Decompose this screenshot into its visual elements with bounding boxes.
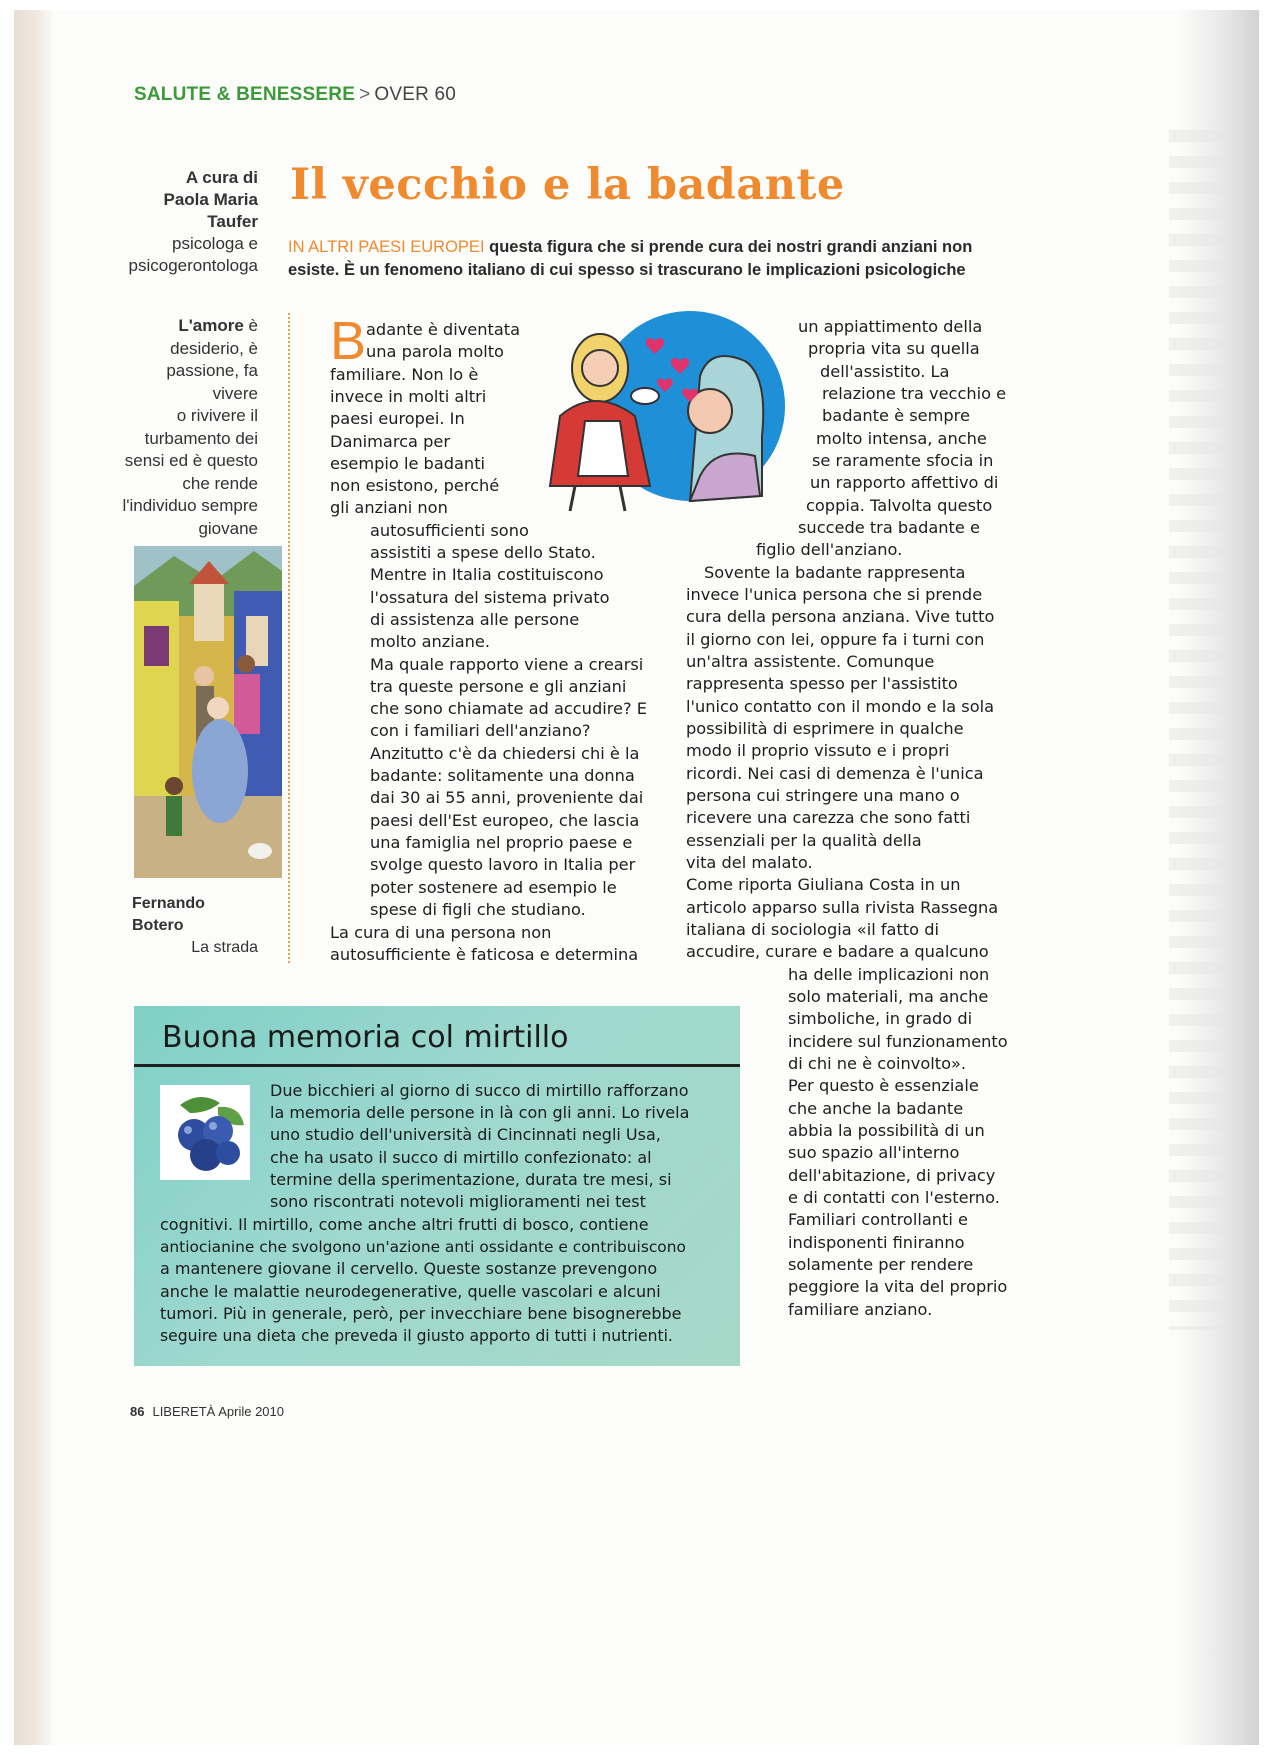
column-line: molto anziane.	[370, 632, 491, 651]
column-line: coppia. Talvolta questo	[806, 496, 993, 515]
dotted-divider	[288, 313, 290, 963]
column-line: spese di figli che studiano.	[370, 900, 586, 919]
column-line: se raramente sfocia in	[812, 451, 994, 470]
byline	[122, 167, 258, 277]
column-line: Danimarca per	[330, 432, 450, 451]
breadcrumb-separator: >	[359, 84, 371, 105]
column-line: Come riporta Giuliana Costa in un	[686, 875, 961, 894]
column-line: ricevere una carezza che sono fatti	[686, 808, 971, 827]
page-footer	[130, 1404, 284, 1419]
sidebar-title: Buona memoria col mirtillo	[162, 1020, 569, 1055]
sidebar-line: a mantenere giovane il cervello. Queste sostanze prevengono	[160, 1259, 658, 1278]
sidebar-line: seguire una dieta che preveda il giusto apporto di tutti i nutrienti.	[160, 1327, 673, 1345]
subsection-name: OVER 60	[374, 84, 457, 105]
column-line: peggiore la vita del proprio	[788, 1277, 1008, 1296]
column-line: una famiglia nel proprio paese e	[370, 833, 633, 852]
column-line: un appiattimento della	[798, 317, 983, 336]
deck-text: questa figura che si prende cura dei nostri grandi anziani non	[489, 238, 973, 256]
column-line: rappresenta spesso per l'assistito	[686, 674, 958, 693]
column-line: modo il proprio vissuto e i propri	[686, 741, 950, 760]
column-line: Familiari controllanti e	[788, 1210, 968, 1229]
pull-quote	[122, 315, 258, 540]
publication-info: LIBERETÀ Aprile 2010	[152, 1404, 284, 1419]
image-caption	[132, 893, 258, 959]
pull-quote-line: desiderio, è	[170, 338, 258, 358]
column-line: Mentre in Italia costituiscono	[370, 565, 604, 584]
author-surname: Taufer	[207, 212, 258, 231]
pull-quote-line: passione, fa vivere	[166, 361, 258, 403]
section-header	[134, 84, 456, 106]
article-title: Il vecchio e la badante	[290, 160, 845, 210]
page-shadow	[1179, 10, 1259, 1745]
column-line: abbia la possibilità di un	[788, 1121, 985, 1140]
drop-cap: B	[330, 311, 367, 371]
column-line: dell'abitazione, di privacy	[788, 1166, 996, 1185]
column-line: cura della persona anziana. Vive tutto	[686, 607, 995, 626]
caption-artist: Fernando Botero	[132, 895, 205, 934]
column-line: Anzitutto c'è da chiedersi chi è la	[370, 744, 640, 763]
column-line: badante è sempre	[822, 406, 970, 425]
author-role: psicologa e	[171, 234, 258, 253]
column-line: con i familiari dell'anziano?	[370, 721, 591, 740]
pull-quote-line: che rende	[182, 473, 258, 493]
column-line: paesi europei. In	[330, 409, 465, 428]
column-line: solamente per rendere	[788, 1255, 974, 1274]
column-line: che anche la badante	[788, 1099, 964, 1118]
deck-text: esiste. È un fenomeno italiano di cui spesso si trascurano le implicazioni psicologiche	[288, 261, 966, 279]
column-line: molto intensa, anche	[816, 429, 987, 448]
column-line: un'altra assistente. Comunque	[686, 652, 935, 671]
byline-line: A cura di	[185, 168, 258, 187]
column-line: ha delle implicazioni non	[788, 965, 990, 984]
column-line: vita del malato.	[686, 853, 813, 872]
column-line: succede tra badante e	[798, 518, 980, 537]
column-line: propria vita su quella	[808, 339, 980, 358]
column-line: di assistenza alle persone	[370, 610, 580, 629]
column-line: Ma quale rapporto viene a crearsi	[370, 655, 644, 674]
column-line: possibilità di esprimere in qualche	[686, 719, 964, 738]
pull-quote-line: è	[248, 316, 258, 335]
column-line: e di contatti con l'esterno.	[788, 1188, 1000, 1207]
column-line: dai 30 ai 55 anni, proveniente dai	[370, 788, 644, 807]
pull-quote-line: giovane	[198, 518, 258, 538]
pull-quote-line: l'individuo sempre	[122, 496, 258, 515]
sidebar-line: uno studio dell'università di Cincinnati negli Usa,	[270, 1125, 661, 1144]
deck-keyword: IN ALTRI PAESI EUROPEI	[288, 238, 485, 256]
sidebar-line: termine della sperimentazione, durata tre mesi, si	[270, 1170, 672, 1189]
sidebar-line: anche le malattie neurodegenerative, quelle vascolari e alcuni	[160, 1282, 661, 1301]
sidebar-line: Due bicchieri al giorno di succo di mirtillo rafforzano	[270, 1081, 689, 1100]
column-line: svolge questo lavoro in Italia per	[370, 855, 636, 874]
section-name: SALUTE & BENESSERE	[134, 84, 356, 105]
column-line: paesi dell'Est europeo, che lascia	[370, 811, 640, 830]
column-line: essenziali per la qualità della	[686, 831, 922, 850]
column-line: assistiti a spese dello Stato.	[370, 543, 596, 562]
column-line: invece in molti altri	[330, 387, 487, 406]
column-line: suo spazio all'interno	[788, 1143, 960, 1162]
column-line: Per questo è essenziale	[788, 1076, 979, 1095]
sidebar-line: tumori. Più in generale, però, per invecchiare bene bisognerebbe	[160, 1304, 682, 1323]
sidebar-line: sono riscontrati notevoli miglioramenti nei test	[270, 1192, 646, 1211]
sidebar-rule	[134, 1064, 740, 1067]
blueberry-icon	[160, 1085, 250, 1180]
column-line: l'unico contatto con il mondo e la sola	[686, 697, 995, 716]
column-line: un rapporto affettivo di	[810, 473, 999, 492]
badante-cartoon-illustration	[540, 306, 790, 516]
column-line: indisponenti finiranno	[788, 1233, 965, 1252]
column-line: invece l'unica persona che si prende	[686, 585, 983, 604]
column-line: familiare anziano.	[788, 1300, 933, 1319]
column-line: il giorno con lei, oppure fa i turni con	[686, 630, 985, 649]
pull-quote-lead: L'amore	[178, 316, 244, 335]
column-line: figlio dell'anziano.	[756, 540, 903, 559]
column-line: italiana di sociologia «il fatto di	[686, 920, 939, 939]
column-line: badante: solitamente una donna	[370, 766, 635, 785]
pull-quote-line: sensi ed è questo	[124, 451, 258, 470]
column-line: adante è diventata	[366, 320, 521, 339]
botero-painting-image	[134, 546, 282, 878]
column-line: familiare. Non lo è	[330, 365, 479, 384]
column-line: non esistono, perché	[330, 476, 500, 495]
column-line: incidere sul funzionamento	[788, 1032, 1008, 1051]
sidebar-line: che ha usato il succo di mirtillo confezionato: al	[270, 1148, 652, 1167]
column-line: che sono chiamate ad accudire? E	[370, 699, 647, 718]
column-line: poter sostenere ad esempio le	[370, 878, 617, 897]
author-name: Paola Maria	[163, 190, 258, 209]
column-line: ricordi. Nei casi di demenza è l'unica	[686, 764, 984, 783]
pull-quote-line: o rivivere il	[176, 406, 258, 425]
sidebar-line: antiocianine che svolgono un'azione anti ossidante e contribuiscono	[160, 1238, 686, 1256]
column-line: l'ossatura del sistema privato	[370, 588, 610, 607]
column-line: persona cui stringere una mano o	[686, 786, 960, 805]
sidebar-line: la memoria delle persone in là con gli anni. Lo rivela	[270, 1103, 690, 1122]
column-line: simboliche, in grado di	[788, 1009, 973, 1028]
column-line: una parola molto	[366, 342, 504, 361]
page-number: 86	[130, 1404, 145, 1419]
column-line: articolo apparso sulla rivista Rassegna	[686, 898, 999, 917]
column-line: autosufficiente è faticosa e determina	[330, 945, 639, 964]
author-role: psicogerontologa	[128, 256, 258, 275]
column-line: di chi ne è coinvolto».	[788, 1054, 967, 1073]
column-line: La cura di una persona non	[330, 923, 552, 942]
column-line: accudire, curare e badare a qualcuno	[686, 942, 989, 961]
column-line: Sovente la badante rappresenta	[704, 563, 966, 582]
column-line: esempio le badanti	[330, 454, 486, 473]
column-line: relazione tra vecchio e	[822, 384, 1007, 403]
column-line: dell'assistito. La	[820, 362, 950, 381]
sidebar-line: cognitivi. Il mirtillo, come anche altri frutti di bosco, contiene	[160, 1215, 649, 1234]
caption-work: La strada	[191, 939, 258, 956]
article-deck	[288, 236, 1028, 282]
column-line: autosufficienti sono	[370, 521, 529, 540]
pull-quote-line: turbamento dei	[144, 428, 258, 448]
column-line: gli anziani non	[330, 498, 448, 517]
column-line: tra queste persone e gli anziani	[370, 677, 627, 696]
column-line: solo materiali, ma anche	[788, 987, 989, 1006]
page-binding-edge	[14, 10, 52, 1745]
